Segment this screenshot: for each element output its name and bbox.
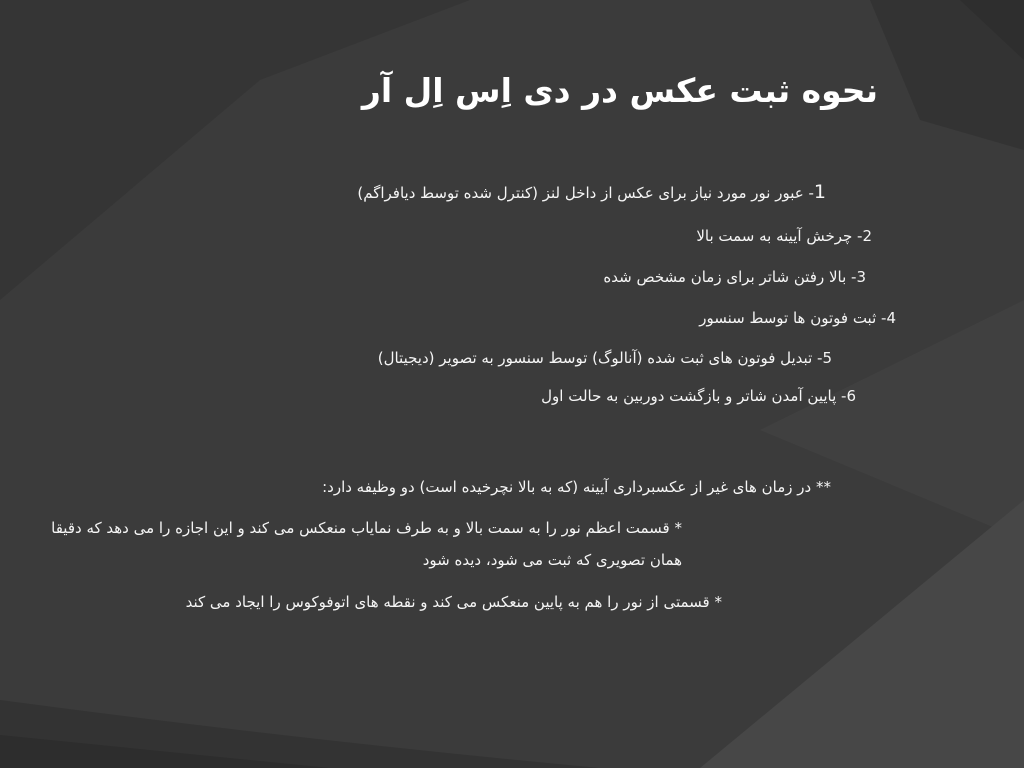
- slide-title: نحوه ثبت عکس در دی اِس اِل آر: [361, 71, 878, 110]
- bullet-2: * قسمتی از نور را هم به پایین منعکس می کند و نقطه های اتوفوکوس را ایجاد می کند: [185, 593, 722, 611]
- step-1: [357, 180, 826, 205]
- note-intro: ** در زمان های غیر از عکسبرداری آیینه (که به بالا نچرخیده است) دو وظیفه دارد:: [322, 478, 831, 496]
- step-1-number: 1: [813, 181, 826, 203]
- step-1-text: - عبور نور مورد نیاز برای عکس از داخل لنز (کنترل شده توسط دیافراگم): [357, 184, 814, 202]
- step-2: 2- چرخش آیینه به سمت بالا: [696, 227, 872, 245]
- bullet-1: * قسمت اعظم نور را به سمت بالا و به طرف نمایاب منعکس می کند و این اجازه را می دهد که دقیقا همان تصویری که ثبت می شود، دیده شود: [51, 519, 682, 569]
- step-4: 4- ثبت فوتون ها توسط سنسور: [699, 309, 896, 327]
- step-5: 5- تبدیل فوتون های ثبت شده (آنالوگ) توسط سنسور به تصویر (دیجیتال): [377, 349, 832, 367]
- step-6: 6- پایین آمدن شاتر و بازگشت دوربین به حالت اول: [541, 387, 856, 405]
- step-3: 3- بالا رفتن شاتر برای زمان مشخص شده: [603, 268, 866, 286]
